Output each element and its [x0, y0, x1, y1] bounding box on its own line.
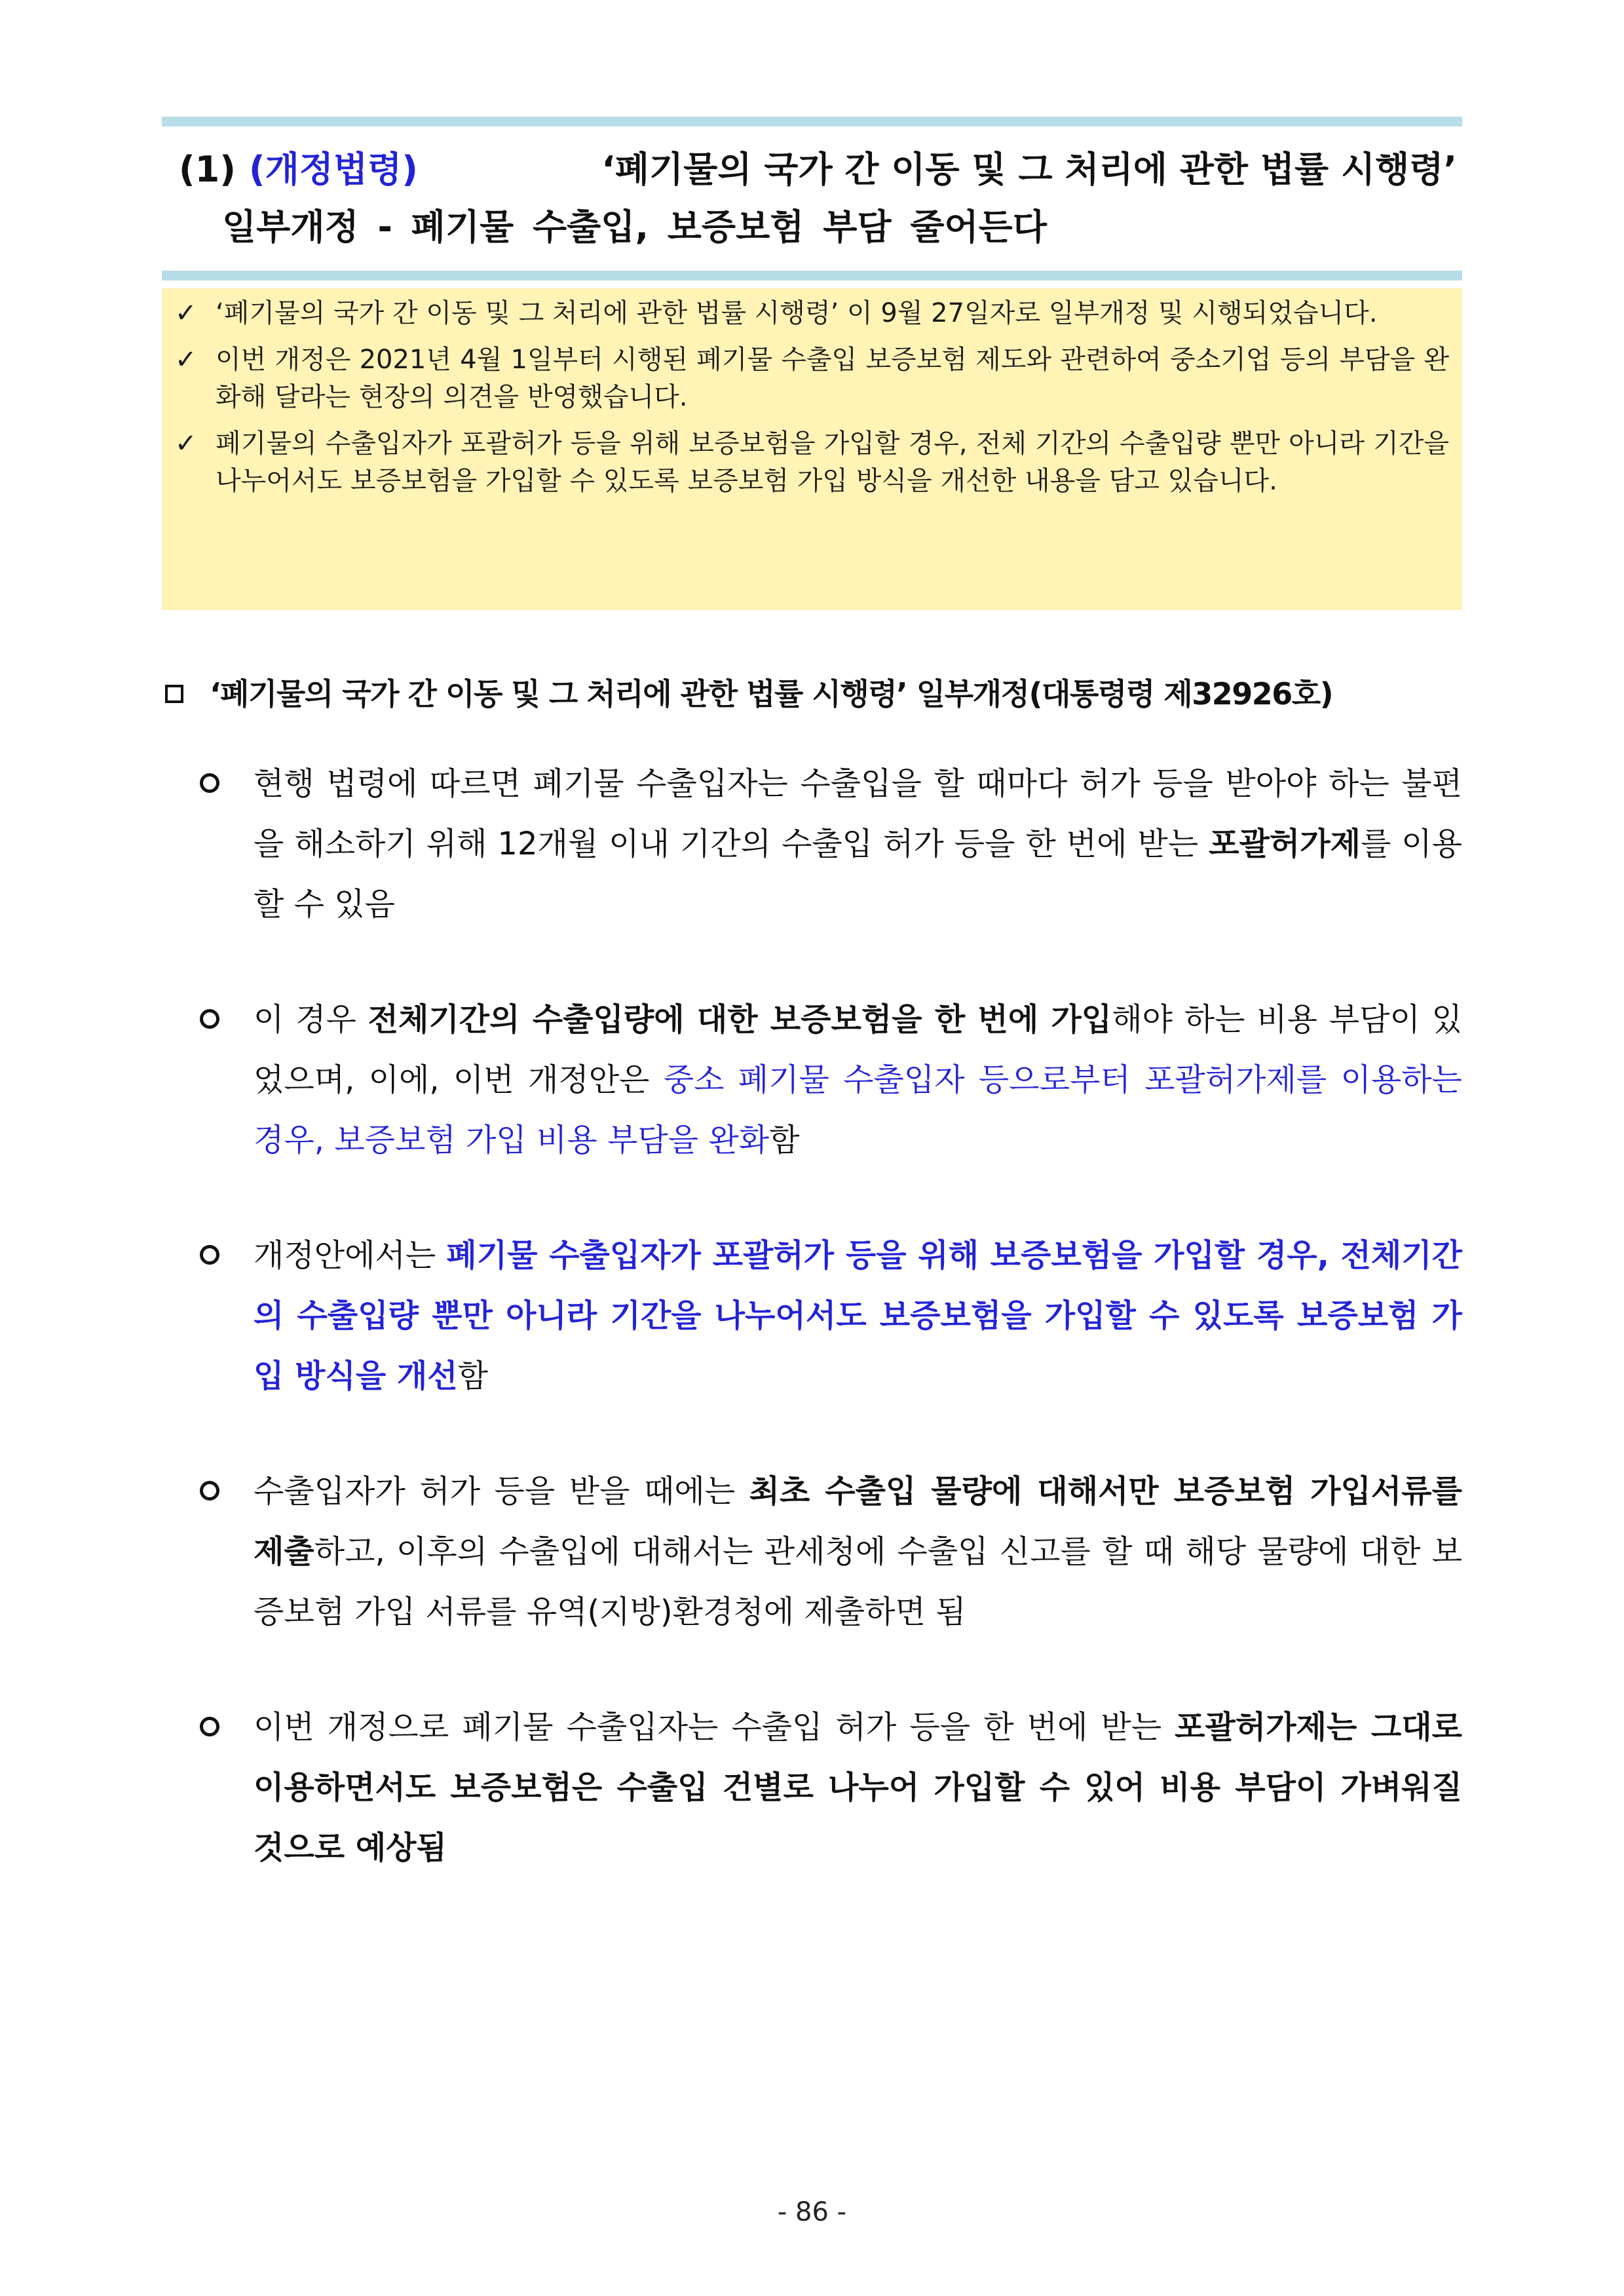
circle-bullet-icon — [200, 1717, 219, 1736]
title-law-name: ‘폐기물의 국가 간 이동 및 그 처리에 관한 법률 시행령’ — [601, 149, 1457, 190]
summary-text: 이번 개정은 2021년 4월 1일부터 시행된 폐기물 수출입 보증보험 제도와 관련하여 중소기업 등의 부담을 완화해 달라는 현장의 의견을 반영했습니다. — [216, 345, 1449, 412]
bullet-bold-span: 최초 수출입 물량에 대해서만 보증보험 가입서류를 제출 — [254, 1473, 1462, 1570]
summary-box — [162, 288, 1462, 610]
title-bottom-rule — [162, 271, 1462, 280]
bullet-paragraph — [200, 1225, 1462, 1406]
bullet-text-span: 를 이용할 수 있음 — [254, 826, 1462, 923]
bullet-text — [254, 989, 1462, 1170]
bullet-text-span: 이번 개정으로 폐기물 수출입자는 수출입 허가 등을 한 번에 받는 — [254, 1709, 1175, 1746]
title-block — [162, 117, 1462, 280]
bullet-text — [254, 1697, 1462, 1878]
circle-bullet-icon — [200, 773, 219, 793]
bullet-text-span: 현행 법령에 따르면 폐기물 수출입자는 수출입을 할 때마다 허가 등을 받아야 하는 불편을 해소하기 위해 12개월 이내 기간의 수출입 허가 등을 한 번에 받는 — [254, 765, 1462, 862]
bullet-paragraph — [200, 754, 1462, 934]
bullet-paragraph — [200, 989, 1462, 1170]
bullet-text — [254, 754, 1462, 934]
circle-bullet-icon — [200, 1009, 219, 1029]
bullet-text-span: 함 — [769, 1122, 800, 1158]
bullet-blue-span: 중소 폐기물 수출입자 등으로부터 포괄허가제를 이용하는 경우, 보증보험 가입 비용 부담을 완화 — [254, 1062, 1462, 1158]
bullet-text-span: 개정안에서는 — [254, 1237, 447, 1274]
bullet-bold-span: 포괄허가제는 그대로 이용하면서도 보증보험은 수출입 건별로 나누어 가입할 수 있어 비용 부담이 가벼워질 것으로 예상됨 — [254, 1709, 1462, 1866]
bullet-text-span: 수출입자가 허가 등을 받을 때에는 — [254, 1473, 749, 1510]
square-bullet-icon — [165, 685, 183, 703]
check-icon: ✓ — [175, 298, 197, 328]
section-heading-text: ‘폐기물의 국가 간 이동 및 그 처리에 관한 법률 시행령’ 일부개정(대통령령 제32926호) — [210, 676, 1333, 712]
bullet-bold-span: 전체기간의 수출입량에 대한 보증보험을 한 번에 가입 — [368, 1001, 1112, 1038]
title-top-rule — [162, 117, 1462, 126]
check-icon: ✓ — [175, 345, 197, 375]
page-number: - 86 - — [777, 2197, 847, 2227]
title-number: (1) — [179, 149, 236, 190]
bullet-text-span: 하고, 이후의 수출입에 대해서는 관세청에 수출입 신고를 할 때 해당 물량에 대한 보증보험 가입 서류를 유역(지방)환경청에 제출하면 됨 — [254, 1533, 1462, 1630]
bullet-text-span: 함 — [457, 1358, 489, 1394]
bullet-text — [254, 1461, 1462, 1642]
summary-item — [175, 295, 1456, 332]
title-line-1 — [179, 141, 1462, 199]
summary-item — [175, 425, 1456, 500]
bullet-text-span: 이 경우 — [254, 1001, 368, 1038]
check-icon: ✓ — [175, 429, 197, 459]
section-heading — [165, 671, 1465, 717]
bullet-bold-blue-span: 폐기물 수출입자가 포괄허가 등을 위해 보증보험을 가입할 경우, 전체기간의 수출입량 뿐만 아니라 기간을 나누어서도 보증보험을 가입할 수 있도록 보증보험 가입 방식을 개선 — [254, 1237, 1462, 1394]
bullet-paragraph — [200, 1697, 1462, 1878]
page-title — [162, 126, 1462, 271]
circle-bullet-icon — [200, 1481, 219, 1501]
summary-item — [175, 341, 1456, 416]
summary-text: 폐기물의 수출입자가 포괄허가 등을 위해 보증보험을 가입할 경우, 전체 기간의 수출입량 뿐만 아니라 기간을 나누어서도 보증보험을 가입할 수 있도록 보증보험 가입 방식을 개선한 내용을 담고 있습니다. — [216, 429, 1449, 496]
bullet-text — [254, 1225, 1462, 1406]
bullet-paragraph — [200, 1461, 1462, 1642]
title-tag: (개정법령) — [248, 149, 418, 190]
title-line-2: 일부개정 - 폐기물 수출입, 보증보험 부담 줄어든다 — [222, 206, 1048, 248]
title-prefix — [179, 141, 418, 199]
circle-bullet-icon — [200, 1245, 219, 1265]
bullet-bold-span: 포괄허가제 — [1209, 826, 1361, 862]
summary-text: ‘폐기물의 국가 간 이동 및 그 처리에 관한 법률 시행령’ 이 9월 27일자로 일부개정 및 시행되었습니다. — [216, 298, 1378, 328]
bullet-text-span: 해야 하는 비용 부담이 있었으며, 이에, 이번 개정안은 — [254, 1001, 1462, 1098]
